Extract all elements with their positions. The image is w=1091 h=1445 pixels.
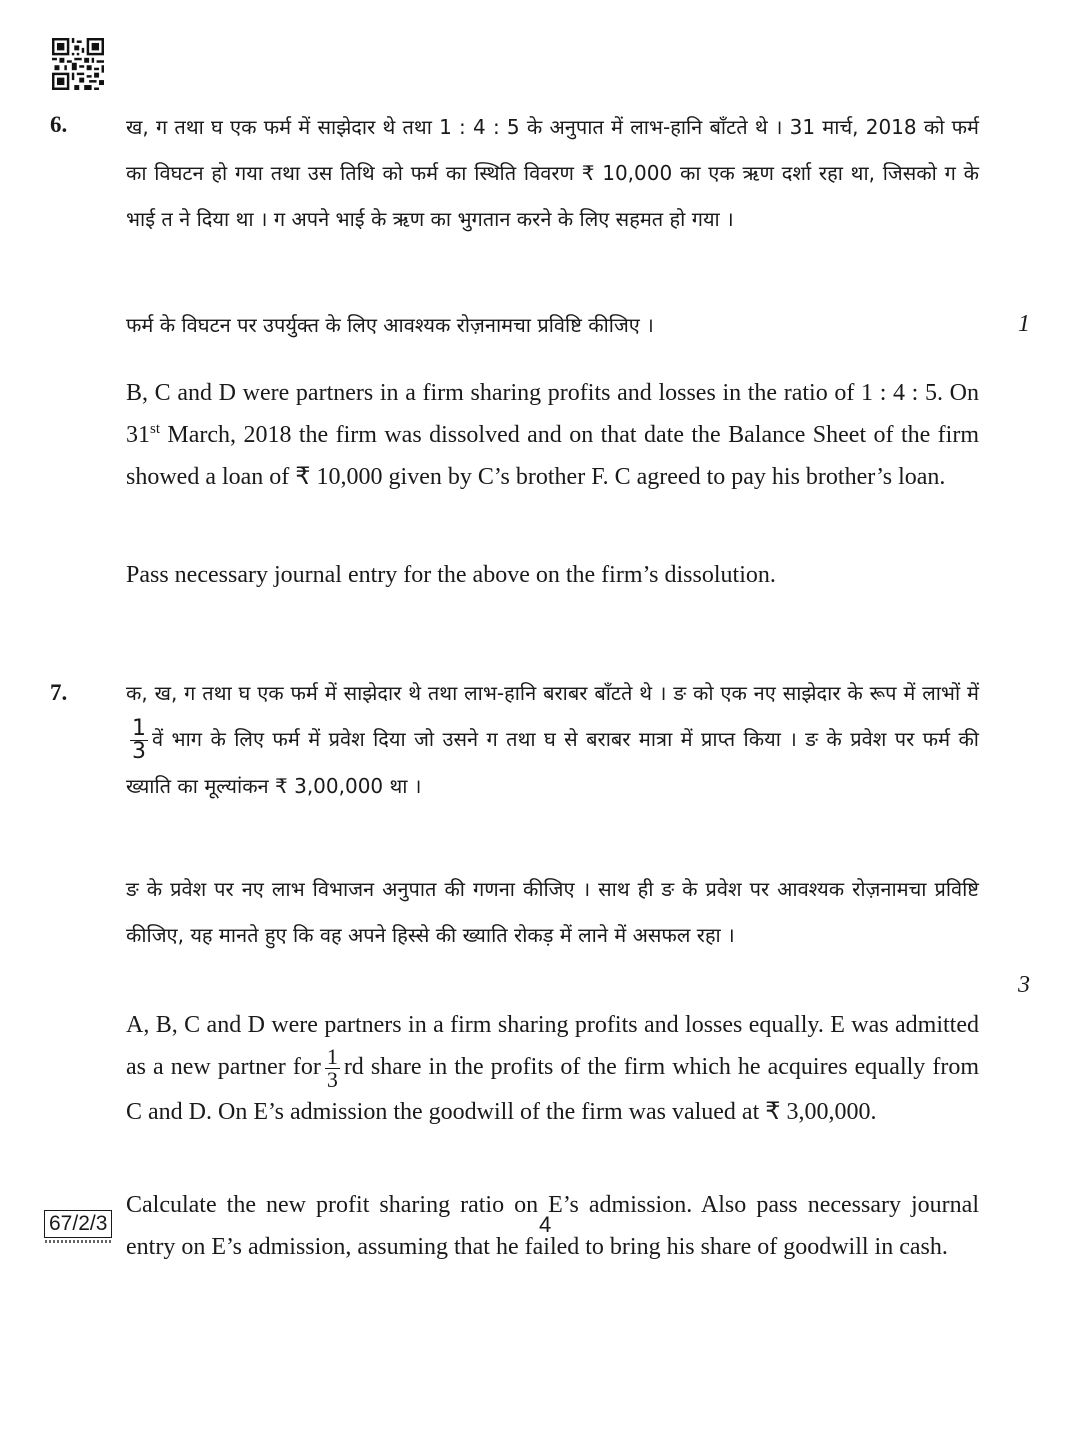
question-number: 6.	[50, 112, 68, 137]
question-7-english-instruction: Calculate the new profit sharing ratio on E’s admission. Also pass necessary journal entry on E’s admission, assuming that he failed to bring his share of goodwill in cash.	[126, 1192, 979, 1260]
question-7-hindi-instruction: ङ के प्रवेश पर नए लाभ विभाजन अनुपात की गणना कीजिए । साथ ही ङ के प्रवेश पर आवश्यक रोज़नामचा प्रविष्टि कीजिए, यह मानते हुए कि वह अपने हिस्से की ख्याति रोकड़ में लाने में असफल रहा ।	[126, 877, 979, 947]
page-number: 4	[539, 1212, 552, 1237]
question-number: 7.	[50, 680, 68, 705]
qr-code-icon	[52, 38, 104, 90]
question-6-hindi-text: ख, ग तथा घ एक फर्म में साझेदार थे तथा 1 : 4 : 5 के अनुपात में लाभ-हानि बाँटते थे । 31 मार्च, 2018 को फर्म का विघटन हो गया तथा उस तिथि को फर्म का स्थिति विवरण ₹ 10,000 का एक ऋण दर्शा रहा था, जिसको ग के भाई त ने दिया था । ग अपने भाई के ऋण का भुगतान करने के लिए सहमत हो गया ।	[126, 115, 979, 231]
fraction: $\frac{1}{3}$	[132, 716, 146, 764]
fraction: $\frac{1}{3}$	[326, 1044, 338, 1092]
question-7-marks: 3	[1018, 972, 1030, 998]
question-6-marks: 1	[1018, 311, 1030, 337]
question-6-english-instruction: Pass necessary journal entry for the above on the firm’s dissolution.	[126, 562, 776, 588]
question-6-english-text: B, C and D were partners in a firm sharing profits and losses in the ratio of 1 : 4 : 5. On 31st March, 2018 the firm was dissolved and on that date the Balance Sheet of the firm showed a loan of ₹ 10,000 given by C’s brother F. C agreed to pay his brother’s loan.	[126, 380, 979, 490]
question-7-hindi-text: क, ख, ग तथा घ एक फर्म में साझेदार थे तथा लाभ-हानि बराबर बाँटते थे । ङ को एक नए साझेदार के रूप में लाभों में $\frac{1}{3}$ वें भाग के लिए फर्म में प्रवेश दिया जो उसने ग तथा घ से बराबर मात्रा में प्राप्त किया । ङ के प्रवेश पर फर्म की ख्याति का मूल्यांकन ₹ 3,00,000 था ।	[126, 681, 979, 798]
question-6-hindi-instruction: फर्म के विघटन पर उपर्युक्त के लिए आवश्यक रोज़नामचा प्रविष्टि कीजिए ।	[126, 313, 654, 337]
paper-code: 67/2/3	[44, 1210, 112, 1238]
question-7-english-text: A, B, C and D were partners in a firm sharing profits and losses equally. E was admitted as a new partner for $\frac{1}{3}$ rd share in the profits of the firm which he acquires equally from C and D. On E’s admission the goodwill of the firm was valued at ₹ 3,00,000.	[126, 1012, 979, 1125]
